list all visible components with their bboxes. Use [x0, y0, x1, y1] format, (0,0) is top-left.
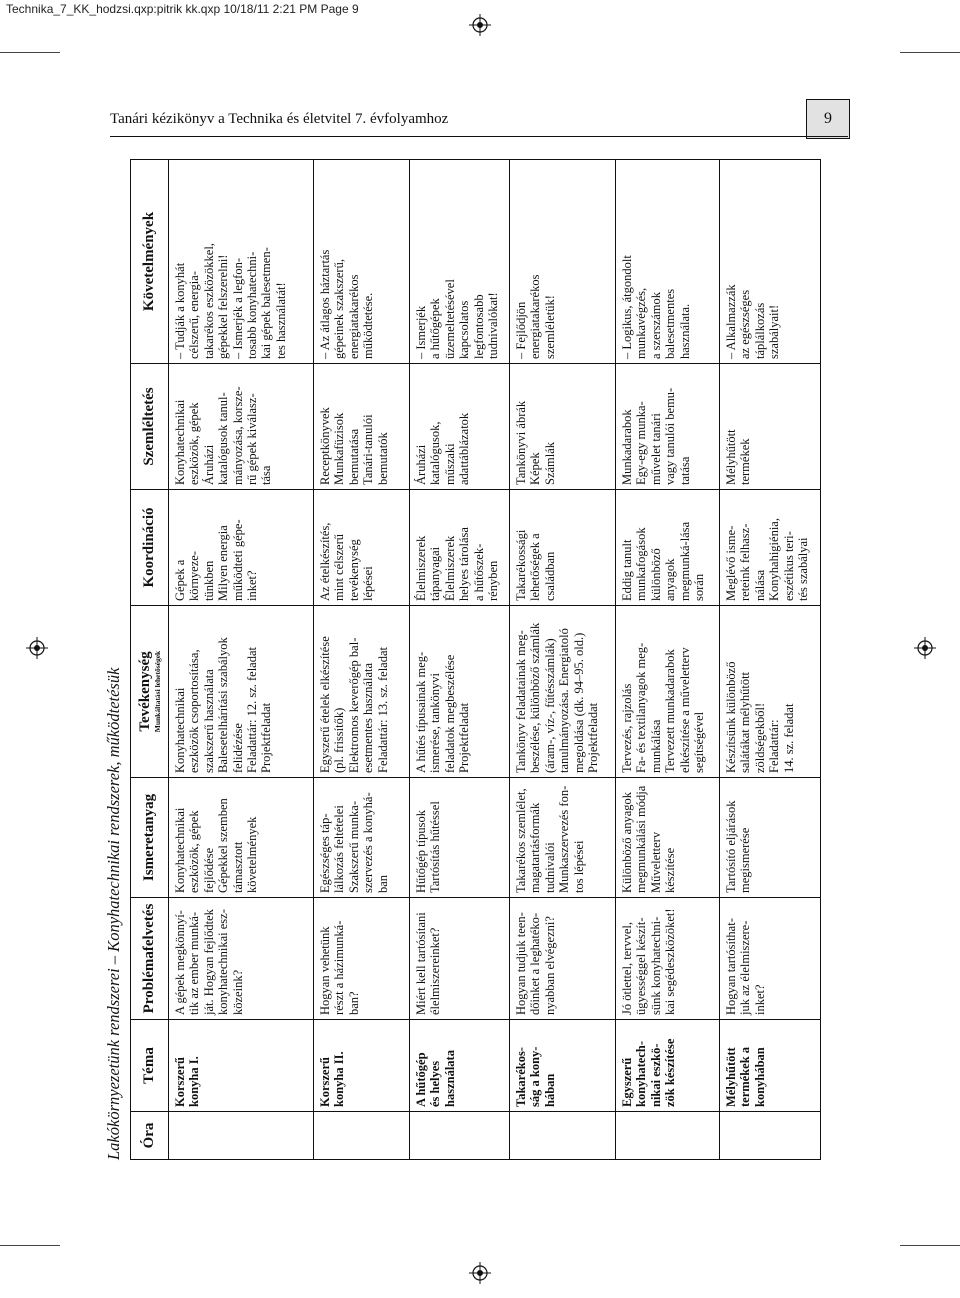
registration-mark-icon: [469, 14, 491, 36]
table-header-row: [131, 160, 169, 1160]
cell-kovetelmenyek: – Fejlődjön energiatakarékos szemléletük!: [510, 160, 616, 364]
table-caption: Lakókörnyezetünk rendszerei – Konyhatechnikai rendszerek, működtetésük: [104, 667, 123, 1160]
rotated-table-area: [100, 160, 860, 1160]
header-problema: Problémafelvetés: [131, 898, 169, 1020]
cell-tema: Egyszerű konyhatech- nikai eszkö- zök készítése: [616, 1020, 720, 1112]
cell-tevekenyseg: Konyhatechnikai eszközök csoportosítása, szakszerű használata Balesetelhárítási szabályok felidézése Feladattár: 12. sz. feladat Projektfeladat: [169, 606, 314, 778]
header-szemleltetes: Szemléltetés: [131, 364, 169, 490]
header-kovetelmenyek: Követelmények: [131, 160, 169, 364]
cell-problema: Hogyan tartósíthat- juk az élelmiszere- inket?: [720, 898, 821, 1020]
table-row: [410, 160, 510, 1160]
header-ismeret: Ismeretanyag: [131, 778, 169, 898]
cell-szemleltetes: Munkadarabok Egy-egy munka- művelet tanári vagy tanulói bemu- tatása: [616, 364, 720, 490]
header-koordinacio: Koordináció: [131, 490, 169, 606]
registration-mark-icon: [914, 637, 936, 659]
cell-koordinacio: Meglévő isme- reteink felhasz- nálása Konyhahigiénia, eszétikus teri- tés szabályai: [720, 490, 821, 606]
cell-koordinacio: Élelmiszerek tápanyagai Élelmiszerek helyes tárolása a hűtőszek- rényben: [410, 490, 510, 606]
header-tema: Téma: [131, 1020, 169, 1112]
header-ora: Óra: [131, 1112, 169, 1160]
crop-mark: [900, 1245, 960, 1246]
table-row: [169, 160, 314, 1160]
cell-ora: [510, 1112, 616, 1160]
cell-problema: Jó ötlettel, tervvel, ügyességgel készít- sünk konyhatechni- kai segédeszközöket!: [616, 898, 720, 1020]
registration-mark-icon: [469, 1262, 491, 1284]
page-number: 9: [806, 99, 850, 139]
header-rule: [110, 136, 848, 137]
cell-problema: Hogyan tudjuk teen- dőinket a leghatéko- nyabban elvégezni?: [510, 898, 616, 1020]
cell-koordinacio: Takarékossági lehetőségek a családban: [510, 490, 616, 606]
cell-ismeret: Különböző anyagok megmunkálási módja Műveletterv készítése: [616, 778, 720, 898]
cell-tema: A hűtőgép és helyes használata: [410, 1020, 510, 1112]
lesson-plan-table: [130, 159, 821, 1160]
cell-kovetelmenyek: – Logikus, átgondolt munkavégzés, a szerszámok balesetmentes használata.: [616, 160, 720, 364]
cell-tevekenyseg: Tervezés, rajzolás Fa- és textilanyagok meg- munkálása Tervezett munkadarabok elkészítése a műveletterv segítségével: [616, 606, 720, 778]
table-row: [510, 160, 616, 1160]
cell-szemleltetes: Receptkönyvek Munkafüzisok bemutatása Tanári-tanulói bemutatók: [314, 364, 410, 490]
cell-tema: Mélyhűtött termékek a konyhában: [720, 1020, 821, 1112]
cell-koordinacio: Eddig tanult munkafogások különböző anyagok megmunká-lása során: [616, 490, 720, 606]
registration-mark-icon: [26, 637, 48, 659]
cell-szemleltetes: Tankönyvi ábrák Képek Számlák: [510, 364, 616, 490]
header-tevekenyseg: [131, 606, 169, 778]
cell-tevekenyseg: Egyszerű ételek elkészítése (pl. frissítők) Elektromos keverőgép bal- esetmentes használata Feladattár: 13. sz. feladat: [314, 606, 410, 778]
cell-ismeret: Tartósító eljárások megismerése: [720, 778, 821, 898]
cell-tevekenyseg: Készítsünk különböző salátákat mélyhűtött zöldségekből! Feladattár: 14. sz. feladat: [720, 606, 821, 778]
print-slug-line: Technika_7_KK_hodzsi.qxp:pitrik kk.qxp 10/18/11 2:21 PM Page 9: [6, 2, 359, 16]
cell-problema: Miért kell tartósítani élelmiszereinket?: [410, 898, 510, 1020]
table-row: [616, 160, 720, 1160]
cell-ismeret: Egészséges táp- lálkozás feltételei Szakszerű munka- szervezés a konyhá- ban: [314, 778, 410, 898]
cell-kovetelmenyek: – Alkalmazzák az egészséges táplálkozás szabályait!: [720, 160, 821, 364]
crop-mark: [0, 1245, 60, 1246]
cell-szemleltetes: Konyhatechnikai eszközök, gépek Áruházi katalógusok tanul- mányozása, korsze- rű gépek kiválasz- tása: [169, 364, 314, 490]
cell-ismeret: Konyhatechnikai eszközök, gépek fejlődése Gépekkel szemben támasztott követelmények: [169, 778, 314, 898]
cell-kovetelmenyek: – Tudják a konyhát célszerű, energia- takarékos eszközökkel, gépekkel felszerelni! – Ismerjék a legfon- tosabb konyhatechni- kai gépek balesetmen- tes használatát!: [169, 160, 314, 364]
cell-szemleltetes: Mélyhűtött termékek: [720, 364, 821, 490]
table-row: [314, 160, 410, 1160]
rotated-content: [100, 160, 860, 1160]
cell-problema: Hogyan vehetünk részt a házimunká- ban?: [314, 898, 410, 1020]
cell-ora: [410, 1112, 510, 1160]
cell-ismeret: Takarékos szemlélet, magatartásformák tudnivalói Munkaszervezés fon- tos lépései: [510, 778, 616, 898]
cell-ora: [720, 1112, 821, 1160]
cell-kovetelmenyek: – Ismerjék a hűtőgépek üzemeltetésével kapcsolatos legfontosabb tudnivalókat!: [410, 160, 510, 364]
header-tevekenyseg-subtitle: Munkáltatási lehetőségek: [152, 650, 162, 733]
cell-ora: [169, 1112, 314, 1160]
cell-koordinacio: Az ételkészítés, mint célszerű tevékenység lépései: [314, 490, 410, 606]
cell-ora: [616, 1112, 720, 1160]
cell-tevekenyseg: Tankönyv feladatainak meg- beszélése, különböző számlák (áram-, víz-, fűtésszámlák) tanulmányozása. Energiatoló megoldása (dk. 94–95. old.) Projektfeladat: [510, 606, 616, 778]
crop-mark: [900, 52, 960, 53]
cell-koordinacio: Gépek a környeze- tünkben Milyen energia működteti gépe- inket?: [169, 490, 314, 606]
running-head: Tanári kézikönyv a Technika és életvitel 7. évfolyamhoz: [110, 111, 449, 127]
cell-tema: Korszerű konyha II.: [314, 1020, 410, 1112]
table-row: [720, 160, 821, 1160]
crop-mark: [0, 52, 60, 53]
header-tevekenyseg-title: Tevékenység: [136, 651, 153, 732]
cell-ora: [314, 1112, 410, 1160]
cell-problema: A gépek megkönnyí- tik az ember munká- ját. Hogyan fejlődtek konyhatechnikai esz- közeink?: [169, 898, 314, 1020]
cell-tema: Takarékos- ság a kony- hában: [510, 1020, 616, 1112]
cell-tema: Korszerű konyha I.: [169, 1020, 314, 1112]
cell-szemleltetes: Áruházi katalógusok, műszaki adattáblázatok: [410, 364, 510, 490]
cell-tevekenyseg: A hűtés típusainak meg- ismerése, tankönyvi feladatok megbeszélése Projektfeladat: [410, 606, 510, 778]
cell-kovetelmenyek: – Az átlagos háztartás gépeinek szakszerű, energiatakarékos működtetése.: [314, 160, 410, 364]
cell-ismeret: Hűtőgép típusok Tartósítás hűtéssel: [410, 778, 510, 898]
